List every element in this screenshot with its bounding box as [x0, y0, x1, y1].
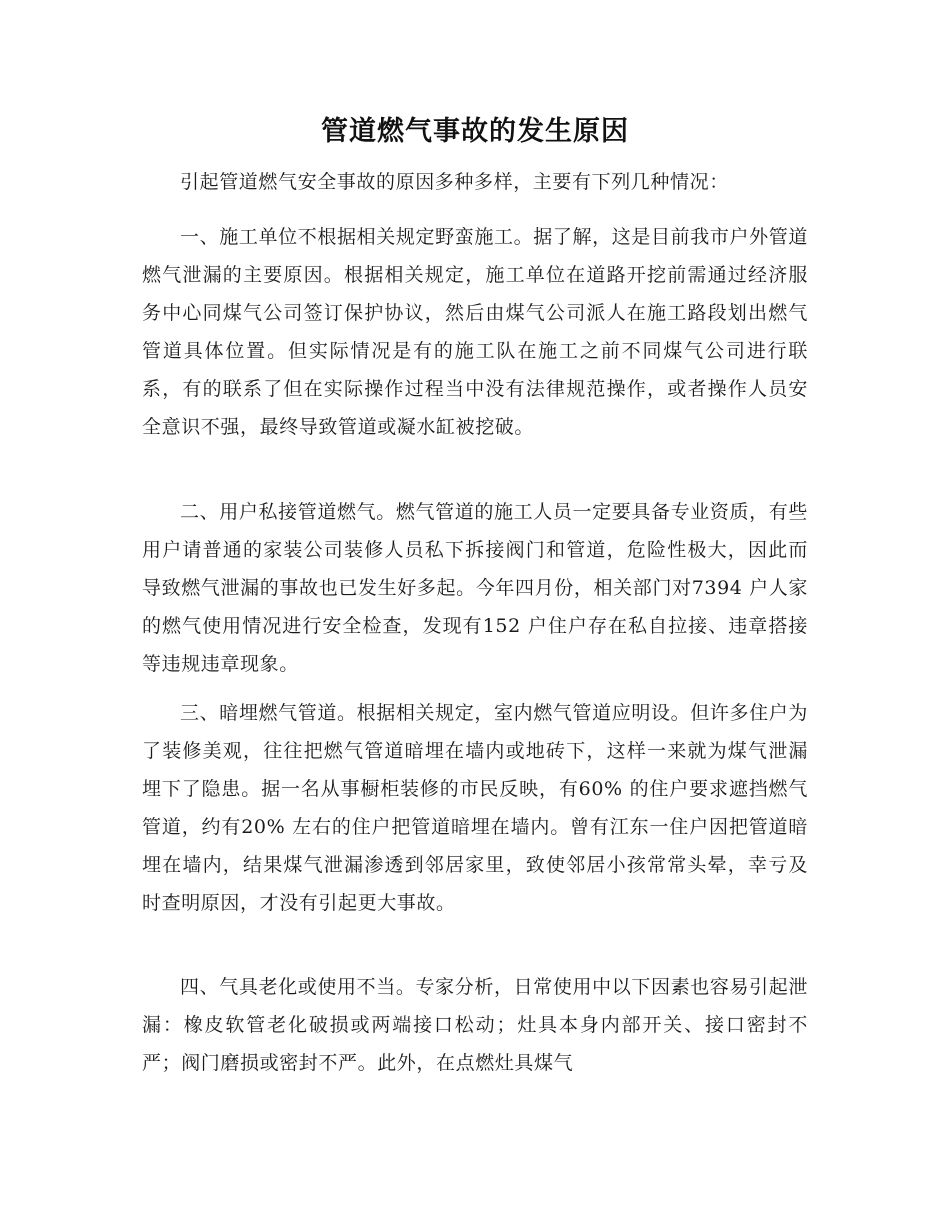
paragraph-concealed-pipes: 三、暗埋燃气管道。根据相关规定，室内燃气管道应明设。但许多住户为了装修美观，往往把燃气管道暗埋在墙内或地砖下，这样一来就为煤气泄漏埋下了隐患。据一名从事橱柜装修的市民反映，有60% 的住户要求遮挡燃气管道，约有20% 左右的住户把管道暗埋在墙内。曾有江东一住户因把管道暗埋在墙内，结果煤气泄漏渗透到邻居家里，致使邻居小孩常常头晕，幸亏及时查明原因，才没有引起更大事故。 — [142, 702, 808, 914]
paragraph-aging-appliances: 四、气具老化或使用不当。专家分析，日常使用中以下因素也容易引起泄漏：橡皮软管老化破损或两端接口松动；灶具本身内部开关、接口密封不严；阀门磨损或密封不严。此外，在点燃灶具煤气 — [142, 976, 808, 1074]
paragraph-construction: 一、施工单位不根据相关规定野蛮施工。据了解，这是目前我市户外管道燃气泄漏的主要原因。根据相关规定，施工单位在道路开挖前需通过经济服务中心同煤气公司签订保护协议，然后由煤气公司派人在施工路段划出燃气管道具体位置。但实际情况是有的施工队在施工之前不同煤气公司进行联系，有的联系了但在实际操作过程当中没有法律规范操作，或者操作人员安全意识不强，最终导致管道或凝水缸被挖破。 — [142, 226, 808, 438]
paragraph-private-connection: 二、用户私接管道燃气。燃气管道的施工人员一定要具备专业资质，有些用户请普通的家装公司装修人员私下拆接阀门和管道，危险性极大，因此而导致燃气泄漏的事故也已发生好多起。今年四月份，相关部门对7394 户人家的燃气使用情况进行安全检查，发现有152 户住户存在私自拉接、违章搭接等违规违章现象。 — [142, 501, 808, 675]
document-title: 管道燃气事故的发生原因 — [321, 116, 629, 147]
intro-paragraph: 引起管道燃气安全事故的原因多种多样，主要有下列几种情况： — [180, 171, 729, 193]
